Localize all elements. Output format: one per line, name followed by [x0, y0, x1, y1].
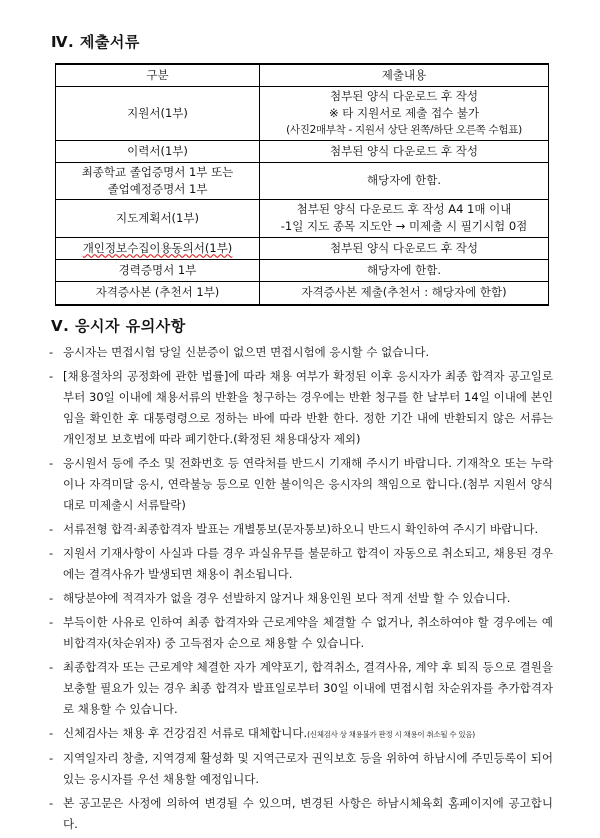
- row-label: [56, 281, 260, 305]
- applicant-notice-list: [47, 342, 553, 838]
- health-check-note: (신체검사 상 채용불가 판정 시 채용이 취소될 수 있음): [307, 730, 475, 739]
- label-line: 지도계획서(1부): [116, 210, 199, 225]
- table-row: [56, 140, 549, 162]
- list-item: - [채용절차의 공정화에 관한 법률]에 따라 채용 여부가 확정된 이후 응시자가 최종 합격자 공고일로부터 30일 이내에 채용서류의 반환을 청구하는 경우에는 반환 청구를 한 날부터 14일 이내에 본인임을 확인한 후 대통령령으로 정하는 바에 따라 반환 한다. 정한 기간 내에 반환되지 않은 서류는 개인정보 보호법에 따라 폐기한다.(확정된 채용대상자 제외): [47, 366, 553, 450]
- content-line: 해당자에 한함.: [367, 262, 441, 277]
- section-title-applicant-notices: Ⅴ. 응시자 유의사항: [51, 317, 186, 335]
- content-line: 자격증사본 제출(추천서 : 해당자에 한함): [301, 285, 507, 300]
- content-line: -1일 지도 종목 지도안 → 미제출 시 필기시험 0점: [280, 219, 528, 233]
- list-item: - 최종합격자 또는 근로계약 체결한 자가 계약포기, 합격취소, 결격사유, 계약 후 퇴직 등으로 결원을 보충할 필요가 있는 경우 최종 합격자 발표일로부터 30일 이내에 면접시험 차순위자를 추가합격자로 채용할 수 있습니다.: [47, 657, 553, 720]
- table-row: [56, 162, 549, 199]
- content-line: ※ 타 지원서로 제출 접수 불가: [328, 105, 480, 120]
- list-item: - 본 공고문은 사정에 의하여 변경될 수 있으며, 변경된 사항은 하남시체육회 홈페이지에 공고합니다.: [47, 793, 553, 835]
- row-label: [56, 237, 260, 259]
- row-label: [56, 199, 260, 237]
- row-content: [260, 237, 549, 259]
- content-line: 첨부된 양식 다운로드 후 작성: [330, 240, 478, 255]
- row-label: [56, 140, 260, 162]
- header-submission-content: 제출내용: [260, 64, 549, 86]
- list-item: - 지역일자리 창출, 지역경제 활성화 및 지역근로자 권익보호 등을 위하여 하남시에 주민등록이 되어 있는 응시자를 우선 채용할 예정입니다.: [47, 748, 553, 790]
- content-line: 첨부된 양식 다운로드 후 작성: [330, 88, 478, 103]
- list-item-health-check: [47, 723, 553, 745]
- health-check-text: 신체검사는 채용 후 건강검진 서류로 대체합니다.: [63, 726, 308, 740]
- header-category: 구분: [56, 64, 260, 86]
- row-content: [260, 140, 549, 162]
- list-item: - 지원서 기재사항이 사실과 다를 경우 과실유무를 불문하고 합격이 자동으로 취소되고, 채용된 경우에는 결격사유가 발생되면 채용이 취소됩니다.: [47, 543, 553, 585]
- list-item: - 서류전형 합격·최종합격자 발표는 개별통보(문자통보)하오니 반드시 확인하여 주시기 바랍니다.: [47, 519, 553, 540]
- content-line: 해당자에 한함.: [367, 173, 441, 187]
- section-title-submission-documents: Ⅳ. 제출서류: [51, 33, 140, 51]
- content-line: 첨부된 양식 다운로드 후 작성 A4 1매 이내: [296, 202, 512, 216]
- row-label: [56, 259, 260, 281]
- content-line: (사진2매부착 - 지원서 상단 왼쪽/하단 오른쪽 수험표): [286, 123, 522, 136]
- row-content: [260, 281, 549, 305]
- row-content: [260, 199, 549, 237]
- table-row: [56, 86, 549, 140]
- row-label: [56, 162, 260, 199]
- label-line: 지원서(1부): [127, 105, 188, 120]
- table-row: [56, 237, 549, 259]
- label-line: 졸업예정증명서 1부: [107, 181, 208, 196]
- table-row: [56, 199, 549, 237]
- label-line: 개인정보수집이용동의서(1부): [82, 240, 233, 255]
- row-content: [260, 162, 549, 199]
- table-row: [56, 259, 549, 281]
- table-header-row: [56, 64, 549, 86]
- row-label: [56, 86, 260, 140]
- label-line: 자격증사본 (추천서 1부): [95, 285, 220, 300]
- label-line: 이력서(1부): [127, 143, 188, 158]
- table-row: [56, 281, 549, 305]
- row-content: [260, 259, 549, 281]
- content-line: 첨부된 양식 다운로드 후 작성: [330, 143, 478, 158]
- row-content: [260, 86, 549, 140]
- submission-documents-table: [55, 63, 549, 306]
- label-line: 최종학교 졸업증명서 1부 또는: [81, 164, 234, 179]
- list-item: - 해당분야에 적격자가 없을 경우 선발하지 않거나 채용인원 보다 적게 선발 할 수 있습니다.: [47, 588, 553, 609]
- list-item: - 부득이한 사유로 인하여 최종 합격자와 근로계약을 체결할 수 없거나, 취소하여야 할 경우에는 예비합격자(차순위자) 중 고득점자 순으로 채용할 수 있습니다.: [47, 612, 553, 654]
- label-line: 경력증명서 1부: [118, 262, 197, 277]
- list-item: - 응시자는 면접시험 당일 신분증이 없으면 면접시험에 응시할 수 없습니다.: [47, 342, 553, 363]
- list-item: - 응시원서 등에 주소 및 전화번호 등 연락처를 반드시 기재해 주시기 바랍니다. 기재착오 또는 누락이나 자격미달 응시, 연락불능 등으로 인한 불이익은 응시자의 책임으로 합니다.(첨부 지원서 양식대로 미제출시 서류탈락): [47, 453, 553, 516]
